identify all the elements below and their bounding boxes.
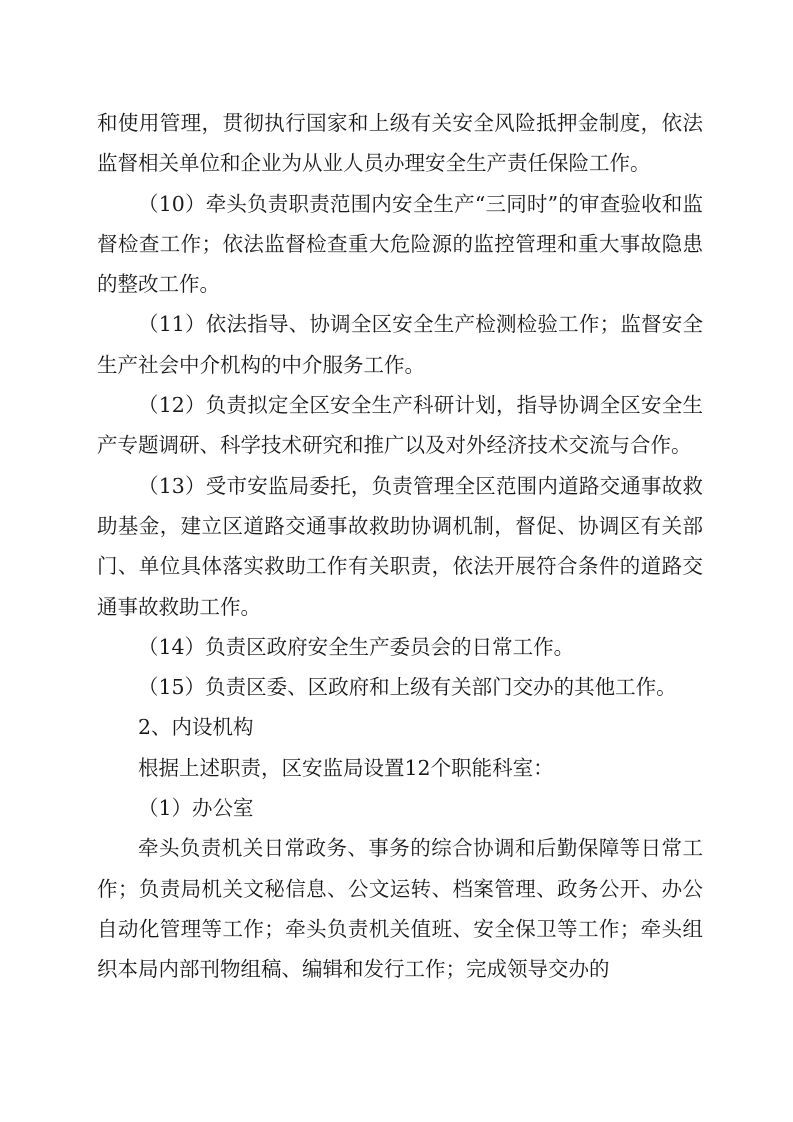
paragraph-continuation: 和使用管理，贯彻执行国家和上级有关安全风险抵押金制度，依法监督相关单位和企业为从业人员办理安全生产责任保险工作。: [97, 111, 703, 176]
paragraph-item-11: （11）依法指导、协调全区安全生产检测检验工作；监督安全生产社会中介机构的中介服务工作。: [97, 312, 703, 377]
paragraph-item-10: （10）牵头负责职责范围内安全生产“三同时”的审查验收和监督检查工作；依法监督检查重大危险源的监控管理和重大事故隐患的整改工作。: [97, 191, 703, 297]
document-body: [97, 103, 703, 990]
subheading-office: （1）办公室: [138, 796, 254, 821]
paragraph-item-13: （13）受市安监局委托，负责管理全区范围内道路交通事故救助基金，建立区道路交通事故救助协调机制，督促、协调区有关部门、单位具体落实救助工作有关职责，依法开展符合条件的道路交通事故救助工作。: [97, 473, 703, 619]
paragraph-office-duties: 牵头负责机关日常政务、事务的综合协调和后勤保障等日常工作；负责局机关文秘信息、公文运转、档案管理、政务公开、办公自动化管理等工作；牵头负责机关值班、安全保卫等工作；牵头组织本局内部刊物组稿、编辑和发行工作；完成领导交办的: [97, 836, 703, 982]
paragraph-item-12: （12）负责拟定全区安全生产科研计划，指导协调全区安全生产专题调研、科学技术研究和推广以及对外经济技术交流与合作。: [97, 393, 703, 458]
paragraph-intro-departments: 根据上述职责，区安监局设置12个职能科室：: [138, 755, 554, 780]
section-heading-internal-structure: 2、内设机构: [138, 715, 254, 740]
paragraph-item-14: （14）负责区政府安全生产委员会的日常工作。: [138, 634, 575, 659]
paragraph-item-15: （15）负责区委、区政府和上级有关部门交办的其他工作。: [138, 675, 677, 700]
